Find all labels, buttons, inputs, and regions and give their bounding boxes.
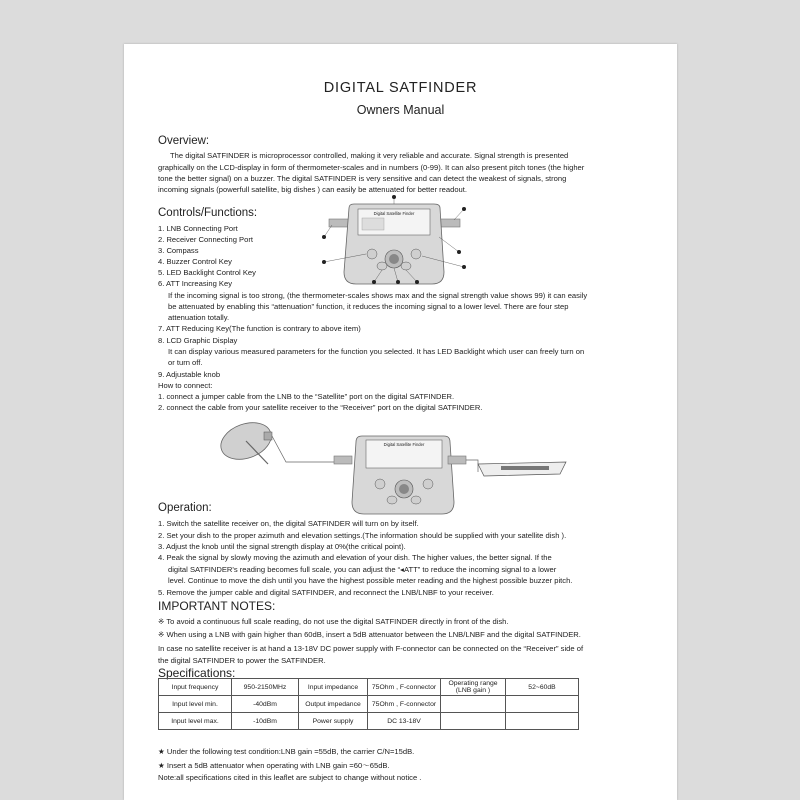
operation-line: 1. Switch the satellite receiver on, the digital SATFINDER will turn on by itself. [158,519,419,528]
controls-item: 2. Receiver Connecting Port [158,235,253,244]
manual-page [124,44,677,800]
page-subtitle: Owners Manual [356,103,445,117]
device-label: Digital Satellite Finder [373,211,415,216]
table-cell: 52~60dB [506,679,579,696]
operation-line: 4. Peak the signal by slowly moving the azimuth and elevation of your dish. The higher values, the better signal. If the [158,553,552,562]
connection-diagram [216,414,576,519]
notes-line: ※ When using a LNB with gain higher than 60dB, insert a 5dB attenuator between the LNB/LNBF and the digital SATFINDER. [158,630,581,639]
notes-line: ※ To avoid a continuous full scale reading, do not use the digital SATFINDER directly in front of the dish. [158,617,509,626]
overview-line: tone the better signal) on a buzzer. The digital SATFINDER is very sensitive and can detect the weakest of signals, strong [158,174,567,183]
controls-item: 9. Adjustable knob [158,370,221,379]
att-desc-line: If the incoming signal is too strong, (the thermometer-scales shows max and the signal strength value shows 99) it can easily [168,291,588,300]
page-title: DIGITAL SATFINDER [323,80,478,96]
controls-item: 4. Buzzer Control Key [158,257,232,266]
table-cell: Input frequency [159,679,232,696]
operation-line: 5. Remove the jumper cable and digital SATFINDER, and reconnect the LNB/LNBF to your receiver. [158,588,494,597]
controls-item: 5. LED Backlight Control Key [158,268,256,277]
controls-heading: Controls/Functions: [158,207,258,219]
table-cell: DC 13-18V [368,713,441,730]
overview-heading: Overview: [158,135,210,147]
notes-heading: IMPORTANT NOTES: [158,599,276,613]
specs-heading: Specifications: [158,666,236,680]
table-cell [441,713,506,730]
table-cell: 950-2150MHz [232,679,299,696]
table-row [159,696,579,713]
table-cell: -40dBm [232,696,299,713]
table-cell [441,696,506,713]
notes-line: the digital SATFINDER to power the SATFINDER. [158,656,326,665]
lcd-desc-line: or turn off. [168,358,203,367]
att-desc-line: attenuation totally. [168,313,230,322]
footnote: Note:all specifications cited in this leaflet are subject to change without notice . [158,773,422,782]
footnote: ★ Under the following test condition:LNB gain =55dB, the carrier C/N=15dB. [158,747,415,756]
operation-line: level. Continue to move the dish until you have the highest possible meter reading and the highest possible buzzer pitch. [168,576,573,585]
overview-line: graphically on the LCD-display in form of thermometer-scales and in numbers (0-99). It can also present pitch tones (the higher [158,163,585,172]
table-cell: 75Ohm , F-connector [368,679,441,696]
table-cell: Output impedance [299,696,368,713]
connect-heading: How to connect: [158,381,213,390]
connect-step: 1. connect a jumper cable from the LNB to the “Satellite” port on the digital SATFINDER. [158,392,455,401]
device-label: Digital Satellite Finder [383,442,425,447]
footnote: ★ Insert a 5dB attenuator when operating with LNB gain =60～65dB. [158,761,390,770]
operation-line: 2. Set your dish to the proper azimuth and elevation settings.(The information should be supplied with your satellite dish ). [158,531,567,540]
table-cell: Input level max. [159,713,232,730]
connect-step: 2. connect the cable from your satellite receiver to the “Receiver” port on the digital SATFINDER. [158,403,483,412]
operation-line: 3. Adjust the knob until the signal strength display at 0%(the critical point). [158,542,406,551]
lcd-desc-line: It can display various measured parameters for the function you selected. It has LED Backlight which user can freely turn on [168,347,585,356]
device-diagram [314,192,474,302]
controls-item: 1. LNB Connecting Port [158,224,238,233]
att-desc-line: be attenuated by enabling this “attenuation” function, it reduces the incoming signal to a lower level. There are four step [168,302,569,311]
table-cell: Power supply [299,713,368,730]
table-cell [506,696,579,713]
table-cell: 75Ohm , F-connector [368,696,441,713]
controls-item: 3. Compass [158,246,199,255]
operation-heading: Operation: [158,502,212,514]
overview-line: The digital SATFINDER is microprocessor controlled, making it very reliable and accurate. Signal strength is presented [170,151,569,160]
table-cell: -10dBm [232,713,299,730]
controls-item: 7. ATT Reducing Key(The function is contrary to above item) [158,324,361,333]
specs-table [158,678,579,730]
controls-item: 8. LCD Graphic Display [158,336,238,345]
controls-item: 6. ATT Increasing Key [158,279,233,288]
table-row [159,679,579,696]
operation-line: digital SATFINDER's reading becomes full scale, you can adjust the “◂ATT” to reduce the incoming signal to a lower [168,565,557,574]
table-cell: Input level min. [159,696,232,713]
table-row [159,713,579,730]
notes-line: In case no satellite receiver is at hand a 13-18V DC power supply with F-connector can be connected on the “Receiver” side of [158,644,584,653]
table-cell: Input impedance [299,679,368,696]
table-cell: Operating range (LNB gain ) [441,679,506,696]
overview-line: incoming signals (powerfull satellite, big dishes ) can easily be attenuated for better readout. [158,185,467,194]
table-cell [506,713,579,730]
